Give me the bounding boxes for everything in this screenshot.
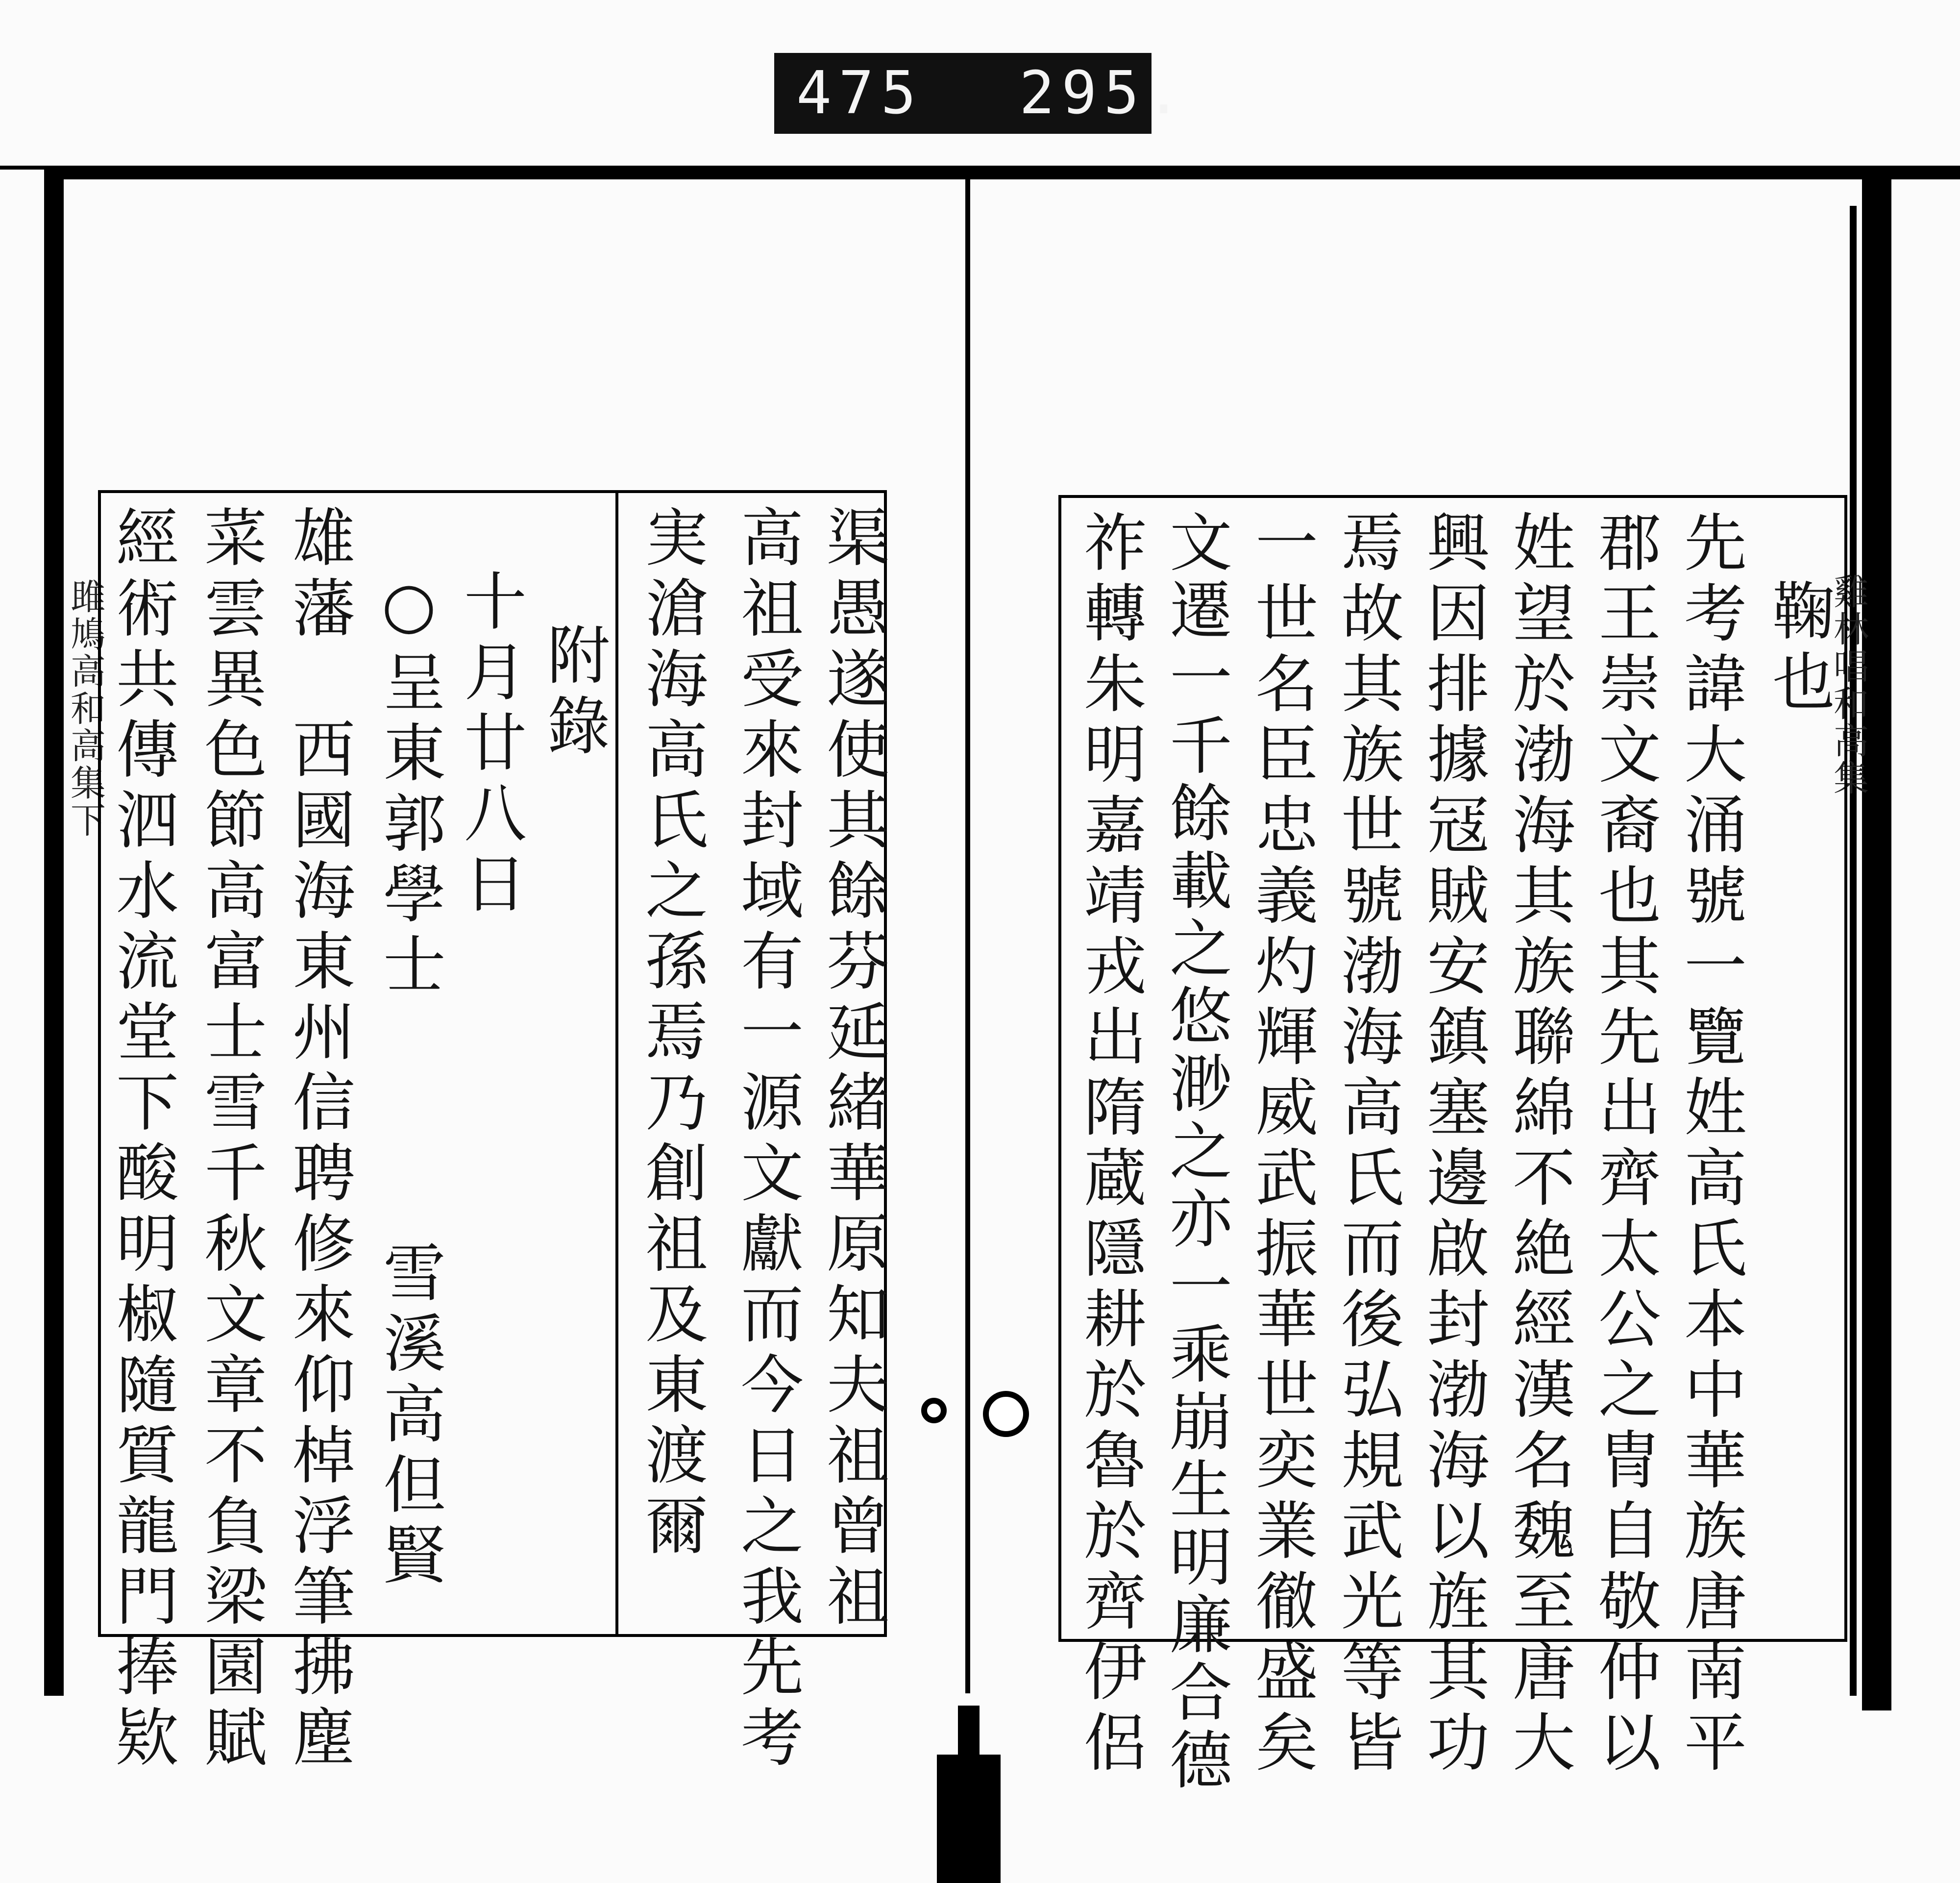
right-page-edge-inner: [1850, 206, 1857, 1696]
text-column: 興因排據冦賊安鎮塞邊啟封渤海以旌其功: [1416, 510, 1489, 1780]
poem-line: 經術共傳泗水流堂下酸明椒隨質龍門捧欵: [105, 505, 178, 1775]
text-column: 焉故其族世號渤海高氏而後弘規武光等皆: [1330, 510, 1403, 1780]
left-box-divider: [615, 493, 618, 1635]
text-column: 実滄海高氏之孫焉乃創祖及東渡爾: [635, 505, 708, 1563]
frame-counter: [774, 53, 1188, 134]
text-column: 渠愚遂使其餘芬延緒華原知夫祖曾祖: [816, 505, 889, 1634]
right-edge-label: 雞林唱和高集: [1828, 573, 1869, 797]
text-column: 郡王崇文裔也其先出齊太公之冑自敬仲以: [1588, 510, 1661, 1780]
poem-line: 雄藩 西國海東州信聘修來仰棹浮筆拂塵: [282, 505, 355, 1775]
text-column: 鞠也: [1762, 578, 1835, 719]
center-post: [937, 1755, 1001, 1883]
text-column: 文遷一千餘載之悠渺之亦一乘崩生明廉合德: [1159, 510, 1232, 1795]
counter-left: 475: [796, 59, 923, 127]
addressee-line: ○呈東郭學士: [372, 569, 445, 1002]
author-line: 雪溪高但賢: [372, 1240, 445, 1593]
text-column: 祚轉朱明嘉靖戎出隋蔵隱耕於魯於齊伊侶: [1073, 510, 1146, 1780]
binding-hole-right: [983, 1391, 1029, 1437]
poem-line: 菜雲異色節高富士雪千秋文章不負梁園賦: [194, 505, 267, 1775]
top-frame-line: [44, 167, 1960, 179]
text-column: 姓望於渤海其族聯綿不絶經漢名魏至唐大: [1502, 510, 1575, 1780]
text-column: 先考諱大涌號一覽姓高氏本中華族唐南平: [1673, 510, 1746, 1780]
right-page-edge: [1862, 167, 1891, 1710]
left-page-edge: [44, 167, 64, 1696]
binding-hole-left: [921, 1398, 947, 1423]
text-column: 一世名臣忠義灼輝威武振華世奕業徹盛矣: [1245, 510, 1318, 1780]
counter-right: 295.: [1019, 59, 1188, 127]
date-line: 十月廿八日: [453, 569, 526, 921]
text-column: 高祖受來封域有一源文獻而今日之我先考: [730, 505, 803, 1775]
left-edge-label: 雎鳩高和高集下: [65, 578, 106, 839]
center-post-stem: [958, 1706, 980, 1759]
appendix-heading: 附錄: [537, 622, 610, 764]
center-binding-line: [965, 169, 970, 1693]
